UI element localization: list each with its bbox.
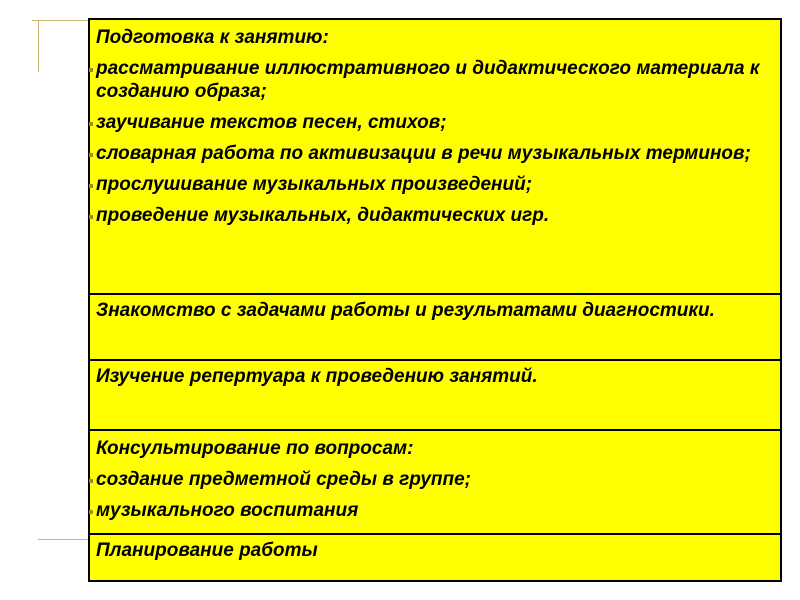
- list-item: рассматривание иллюстративного и дидактического материала к созданию образа;: [96, 57, 774, 103]
- list-item: словарная работа по активизации в речи музыкальных терминов;: [96, 142, 774, 165]
- table-row: [90, 431, 780, 535]
- row-heading: Консультирование по вопросам:: [96, 438, 414, 459]
- list-item: проведение музыкальных, дидактических игр.: [96, 204, 774, 227]
- list-item: прослушивание музыкальных произведений;: [96, 173, 774, 196]
- row-text: Изучение репертуара к проведению занятий.: [96, 366, 538, 387]
- content-table: [88, 18, 782, 582]
- table-row: [90, 20, 780, 295]
- row-text: Знакомство с задачами работы и результатами диагностики.: [96, 300, 715, 321]
- list-item: заучивание текстов песен, стихов;: [96, 111, 774, 134]
- table-row: [90, 535, 780, 582]
- decorative-left-line: [38, 20, 39, 72]
- row-heading: Подготовка к занятию:: [96, 27, 329, 48]
- list-item: музыкального воспитания: [96, 499, 774, 522]
- table-row: [90, 295, 780, 361]
- row-text: Планирование работы: [96, 540, 318, 561]
- table-row: [90, 361, 780, 431]
- list-item: создание предметной среды в группе;: [96, 468, 774, 491]
